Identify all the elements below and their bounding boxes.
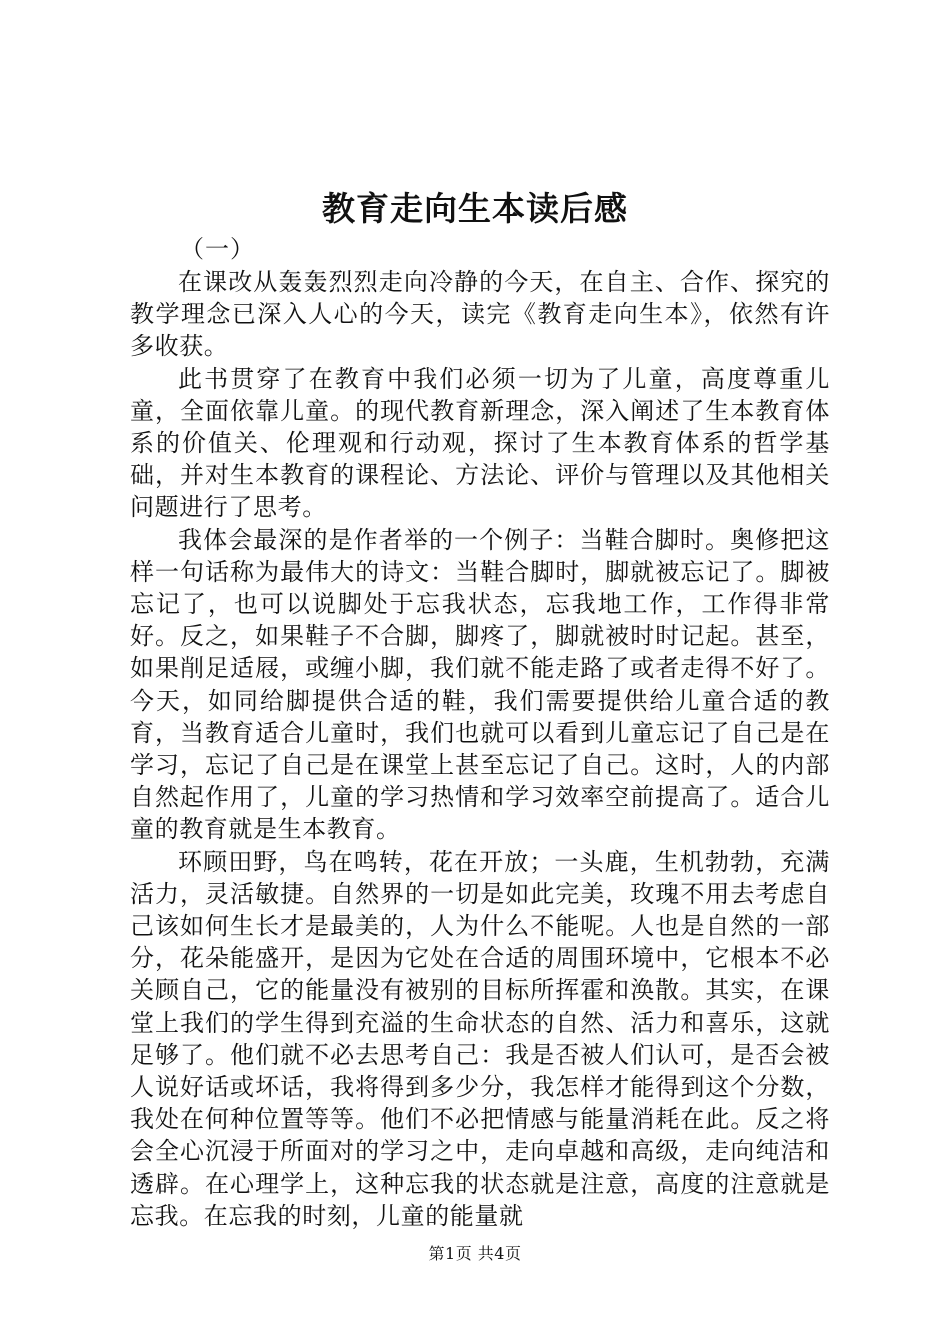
page-footer: 第1页 共4页 bbox=[428, 1244, 522, 1263]
document-title: 教育走向生本读后感 bbox=[322, 189, 628, 228]
paragraph-2: 此书贯穿了在教育中我们必须一切为了儿童，高度尊重儿童，全面依靠儿童。的现代教育新理念，深入阐述了生本教育体系的价值关、伦理观和行动观，探讨了生本教育体系的哲学基础，并对生本教育的课程论、方法论、评价与管理以及其他相关问题进行了思考。 bbox=[130, 364, 830, 522]
paragraph-4: 环顾田野，鸟在鸣转，花在开放；一头鹿，生机勃勃，充满活力，灵活敏捷。自然界的一切是如此完美，玫瑰不用去考虑自己该如何生长才是最美的，人为什么不能呢。人也是自然的一部分，花朵能盛开，是因为它处在合适的周围环境中，它根本不必关顾自己，它的能量没有被别的目标所挥霍和涣散。其实，在课堂上我们的学生得到充溢的生命状态的自然、活力和喜乐，这就足够了。他们就不必去思考自己：我是否被人们认可，是否会被人说好话或坏话，我将得到多少分，我怎样才能得到这个分数，我处在何种位置等等。他们不必把情感与能量消耗在此。反之将会全心沉浸于所面对的学习之中，走向卓越和高级，走向纯洁和透辟。在心理学上，这种忘我的状态就是注意，高度的注意就是忘我。在忘我的时刻，儿童的能量就 bbox=[130, 847, 830, 1230]
document-body bbox=[130, 232, 830, 1232]
section-marker: （一） bbox=[180, 235, 255, 263]
paragraph-1: 在课改从轰轰烈烈走向冷静的今天，在自主、合作、探究的教学理念已深入人心的今天，读完《教育走向生本》，依然有许多收获。 bbox=[130, 268, 830, 361]
paragraph-3: 我体会最深的是作者举的一个例子：当鞋合脚时。奥修把这样一句话称为最伟大的诗文：当鞋合脚时，脚就被忘记了。脚被忘记了，也可以说脚处于忘我状态，忘我地工作，工作得非常好。反之，如果鞋子不合脚，脚疼了，脚就被时时记起。甚至，如果削足适屐，或缠小脚，我们就不能走路了或者走得不好了。今天，如同给脚提供合适的鞋，我们需要提供给儿童合适的教育，当教育适合儿童时，我们也就可以看到儿童忘记了自己是在学习，忘记了自己是在课堂上甚至忘记了自己。这时，人的内部自然起作用了，儿童的学习热情和学习效率空前提高了。适合儿童的教育就是生本教育。 bbox=[130, 525, 830, 844]
